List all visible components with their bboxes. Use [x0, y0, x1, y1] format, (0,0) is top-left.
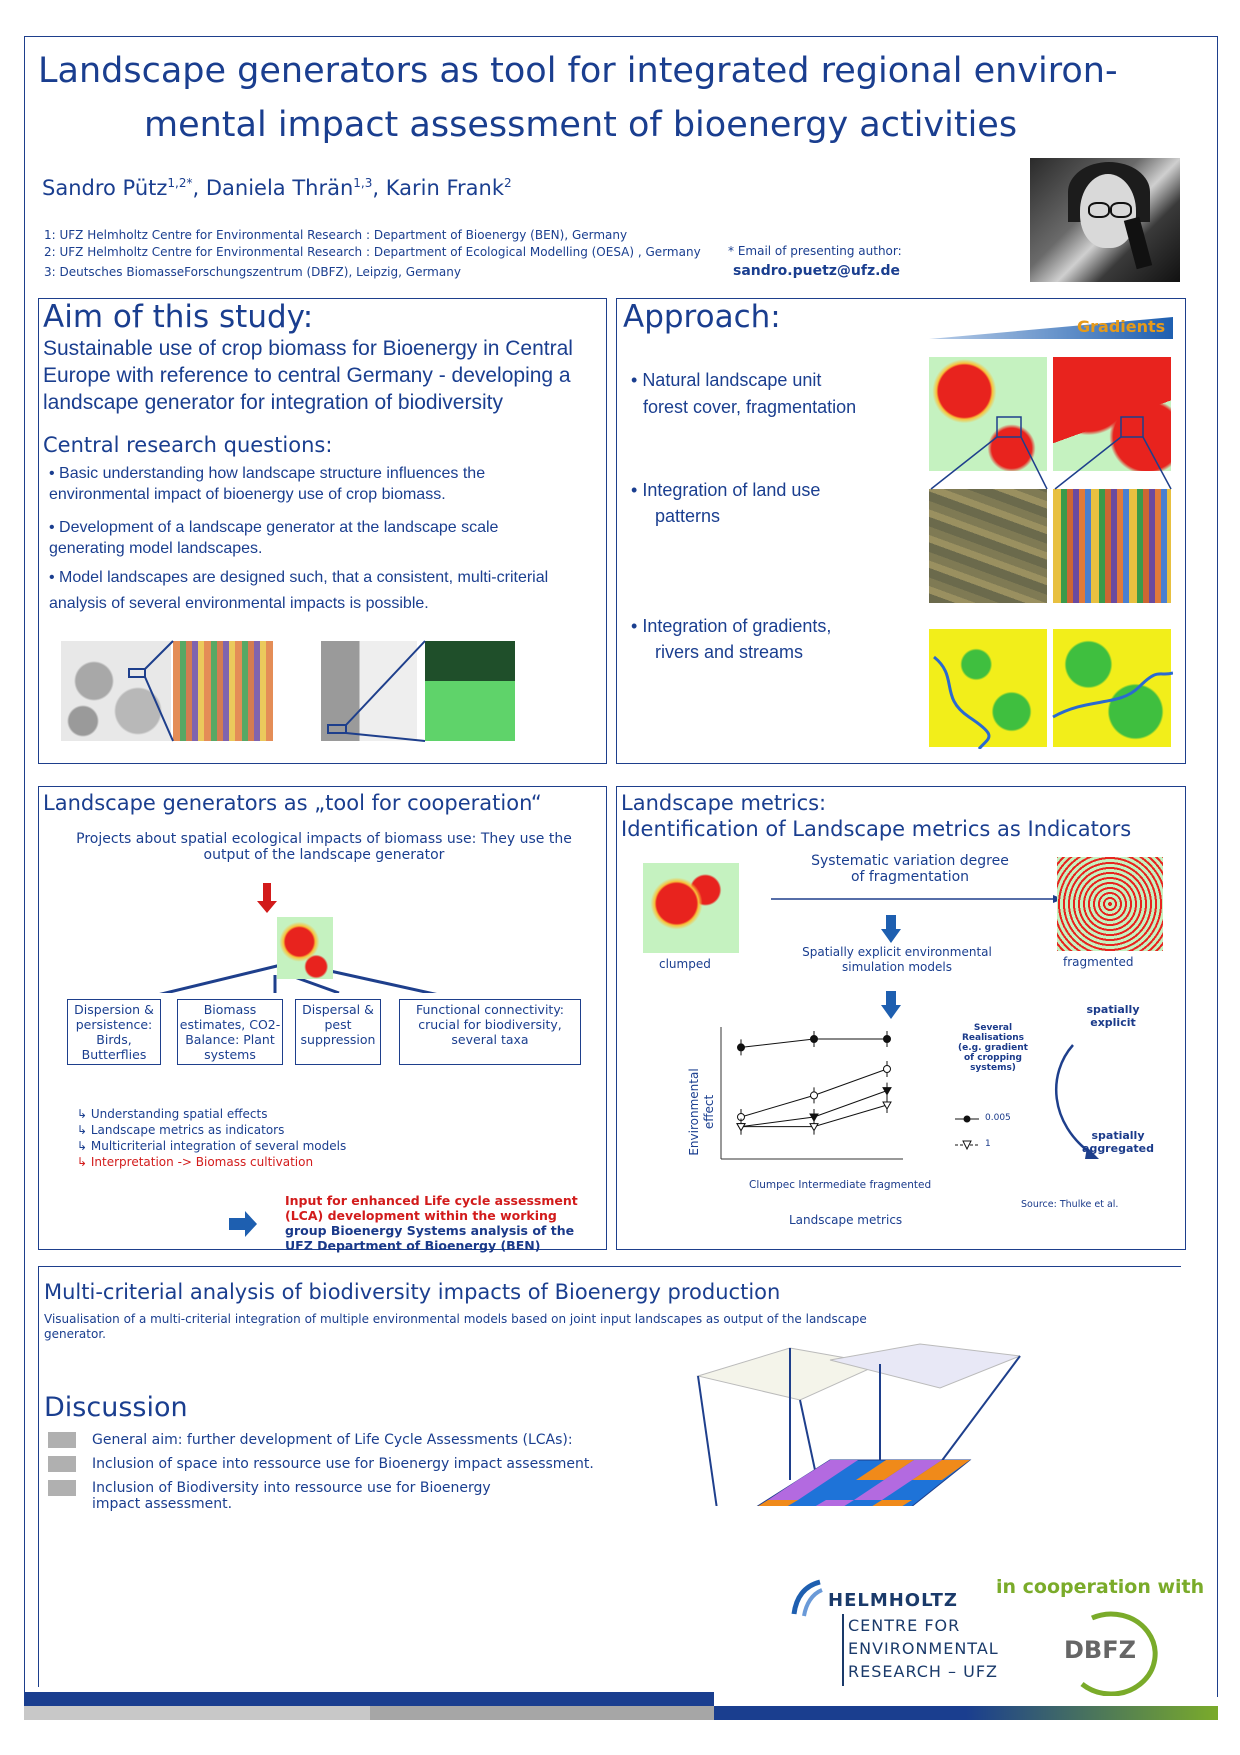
box-dispersion: Dispersion & persistence: Birds, Butterflies	[67, 999, 161, 1065]
box-dispersal: Dispersal & pest suppression	[295, 999, 381, 1065]
email-label: * Email of presenting author:	[728, 244, 902, 258]
cooperation-label: in cooperation with	[996, 1576, 1205, 1598]
coop-bullet-red-text: Interpretation -> Biomass cultivation	[90, 1155, 314, 1169]
approach-item-1-l1: Natural landscape unit	[642, 370, 822, 390]
question-3: • Model landscapes are designed such, that a consistent, multi-criterial analysis of several environmental impacts is possible.	[49, 569, 549, 612]
variation-text: Systematic variation degree of fragmentation	[811, 853, 1009, 885]
zoom-line-2	[145, 677, 173, 741]
coop-bullet-3: ↳ Multicriterial integration of several models	[77, 1139, 347, 1153]
data-point-1-1	[738, 1044, 745, 1051]
metrics-heading-2: Identification of Landscape metrics as Indicators	[621, 817, 1132, 841]
ufz-line-1: CENTRE FOR	[848, 1616, 961, 1635]
discussion-bullet-3	[48, 1480, 76, 1496]
clumped-label: clumped	[659, 957, 711, 971]
chart-down-arrow	[881, 991, 901, 1019]
ufz-line-3: RESEARCH – UFZ	[848, 1662, 999, 1681]
author-1: Sandro Pütz	[42, 176, 168, 200]
spatially-explicit-label: spatially explicit	[1086, 1003, 1140, 1029]
affiliation-1: 1: UFZ Helmholtz Centre for Environmental Research : Department of Bioenergy (BEN), Germany	[44, 228, 628, 242]
question-1-text: Basic understanding how landscape structure influences the environmental impact of bioenergy use of crop biomass.	[49, 465, 486, 503]
discussion-heading: Discussion	[44, 1392, 188, 1423]
legend-label-2: 1	[985, 1139, 991, 1149]
discussion-bullet-1	[48, 1432, 76, 1448]
spatially-aggregated-label: spatially aggregated	[1082, 1129, 1154, 1155]
author-2-sup: 1,3	[353, 176, 373, 190]
metrics-heading-1: Landscape metrics:	[621, 791, 827, 815]
helmholtz-name: HELMHOLTZ	[828, 1590, 958, 1611]
author-3-sup: 2	[504, 176, 512, 190]
arrow-to-box-1	[149, 965, 281, 993]
legend-markers	[953, 1113, 983, 1153]
approach-heading: Approach:	[623, 299, 781, 335]
blue-right-arrow-shape	[229, 1211, 257, 1237]
photo-glasses-left	[1088, 202, 1110, 218]
multi-text: Visualisation of a multi-criterial integration of multiple environmental models based on joint input landscapes as output of the landscape generator.	[44, 1312, 867, 1341]
coop-bullet-3-text: Multicriterial integration of several models	[90, 1139, 347, 1153]
question-3-text: Model landscapes are designed such, that a consistent, multi-criterial analysis of several environmental impacts is possible.	[49, 569, 549, 612]
river-line-1	[934, 657, 989, 749]
fragmented-label: fragmented	[1063, 955, 1134, 969]
approach-item-2: • Integration of land use	[631, 480, 821, 500]
approach-zoom-line-1	[931, 437, 997, 489]
aim-subtitle: Sustainable use of crop biomass for Bioenergy in Central Europe with reference to central Germany - developing a landscape generator for integration of biodiversity	[43, 337, 573, 414]
cooperation-intro: Projects about spatial ecological impacts of biomass use: They use the output of the landscape generator	[76, 831, 572, 863]
question-1: • Basic understanding how landscape structure influences the environmental impact of bioenergy use of crop biomass.	[49, 465, 486, 503]
discussion-bullet-2	[48, 1456, 76, 1472]
lca-input-red: Input for enhanced Life cycle assessment (LCA) development within the working	[285, 1193, 578, 1223]
chart-down-arrow-shape	[881, 991, 901, 1019]
bottom-bar-grey-2	[370, 1706, 714, 1720]
author-3: Karin Frank	[385, 176, 504, 200]
chart-series-group	[737, 1031, 891, 1135]
zoom-line-1	[145, 641, 173, 669]
discussion-item-1: General aim: further development of Life Cycle Assessments (LCAs):	[92, 1432, 573, 1448]
title-line-2: mental impact assessment of bioenergy activities	[144, 105, 1018, 145]
approach-item-1-l2: forest cover, fragmentation	[643, 397, 857, 417]
legend-marker-1	[964, 1116, 971, 1123]
generator-landscape-image	[277, 917, 333, 979]
ufz-line-2: ENVIRONMENTAL	[848, 1639, 999, 1658]
data-point-2-3	[884, 1066, 891, 1073]
zoom-line-4	[346, 733, 425, 741]
author-sep-2: ,	[372, 176, 386, 200]
poster-title	[38, 44, 1208, 152]
multi-heading: Multi-criterial analysis of biodiversity impacts of Bioenergy production	[44, 1280, 781, 1304]
photo-glasses-right	[1110, 202, 1132, 218]
discussion-item-2: Inclusion of space into ressource use for Bioenergy impact assessment.	[92, 1456, 594, 1472]
bottom-bar-grey-1	[24, 1706, 370, 1720]
approach-zoom-rect-2	[1121, 417, 1143, 437]
aim-box	[38, 298, 607, 764]
approach-zoom-line-2	[1021, 437, 1047, 489]
blue-right-arrow	[229, 1211, 259, 1237]
approach-zoom-line-3	[1055, 437, 1121, 489]
coop-bullet-red: ↳ Interpretation -> Biomass cultivation	[77, 1155, 314, 1169]
approach-zoom-lines	[929, 357, 1173, 749]
river-line-2	[1053, 673, 1173, 717]
bottom-bar-gradient	[714, 1706, 1218, 1720]
zoom-line-3	[346, 641, 425, 725]
clumped-image	[643, 863, 739, 953]
questions-heading: Central research questions:	[43, 433, 333, 457]
approach-zoom-rect-1	[997, 417, 1021, 437]
affiliation-3: 3: Deutsches BiomasseForschungszentrum (DBFZ), Leipzig, Germany	[44, 265, 461, 279]
question-2-text: Development of a landscape generator at the landscape scale generating model landscapes.	[49, 519, 499, 557]
approach-item-1: • Natural landscape unit	[631, 370, 822, 390]
variation-arrow	[767, 891, 1067, 907]
chart-category-labels: Clumpec Intermediate fragmented	[749, 1179, 932, 1191]
cooperation-box	[38, 786, 607, 1253]
email-link[interactable]: sandro.puetz@ufz.de	[733, 263, 900, 279]
data-point-1-3	[884, 1036, 891, 1043]
zoom-rect-2	[328, 725, 346, 733]
helmholtz-logo-icon	[790, 1578, 824, 1618]
lca-input-blue: group Bioenergy Systems analysis of the UFZ Department of Bioenergy (BEN)	[285, 1223, 575, 1253]
fragmented-image	[1057, 857, 1163, 951]
approach-box	[616, 298, 1186, 764]
approach-item-2-l2: patterns	[655, 506, 721, 526]
question-2: • Development of a landscape generator at the landscape scale generating model landscapes.	[49, 519, 499, 557]
chart-xlabel: Landscape metrics	[789, 1213, 903, 1227]
box-connectivity: Functional connectivity: crucial for biodiversity, several taxa	[399, 999, 581, 1065]
environmental-effect-chart	[697, 1023, 907, 1173]
zoom-lines	[39, 629, 606, 759]
bottom-bar-blue	[24, 1692, 714, 1706]
author-sep-1: ,	[192, 176, 206, 200]
coop-bullet-2-text: Landscape metrics as indicators	[90, 1123, 285, 1137]
zoom-rect-1	[129, 669, 145, 677]
coop-bullet-1-text: Understanding spatial effects	[90, 1107, 268, 1121]
realisations-note: Several Realisations (e.g. gradient of cropping systems)	[958, 1023, 1028, 1073]
data-point-2-2	[811, 1092, 818, 1099]
ufz-divider	[842, 1614, 844, 1686]
simulation-text: Spatially explicit environmental simulation models	[802, 945, 992, 974]
approach-item-2-l1: Integration of land use	[642, 480, 821, 500]
aim-heading: Aim of this study:	[43, 299, 314, 335]
author-photo	[1030, 158, 1180, 282]
approach-item-3: • Integration of gradients,	[631, 616, 832, 636]
gradients-label: Gradients	[1077, 317, 1166, 336]
affiliation-2: 2: UFZ Helmholtz Centre for Environmental Research : Department of Ecological Modelling (OESA) , Germany	[44, 245, 701, 259]
discussion-item-3: Inclusion of Biodiversity into ressource use for Bioenergy impact assessment.	[92, 1480, 491, 1512]
box-biomass: Biomass estimates, CO2-Balance: Plant systems	[177, 999, 283, 1065]
legend-marker-2	[963, 1141, 971, 1149]
dbfz-name: DBFZ	[1064, 1636, 1137, 1664]
cooperation-heading: Landscape generators as „tool for cooperation“	[43, 791, 542, 815]
source-label: Source: Thulke et al.	[1021, 1199, 1119, 1210]
helmholtz-arc-2	[804, 1590, 822, 1616]
lca-input-text	[285, 1193, 585, 1253]
metrics-box	[616, 786, 1186, 1250]
approach-zoom-line-4	[1143, 437, 1171, 489]
layer-sheet-2	[830, 1344, 1020, 1388]
coop-bullet-2: ↳ Landscape metrics as indicators	[77, 1123, 285, 1137]
legend-label-1: 0.005	[985, 1113, 1011, 1123]
ufz-name	[848, 1614, 999, 1683]
coop-bullet-1: ↳ Understanding spatial effects	[77, 1107, 268, 1121]
photo-phone	[1124, 217, 1152, 269]
author-2: Daniela Thrän	[205, 176, 354, 200]
simulation-down-arrow	[881, 915, 901, 943]
approach-item-3-l1: Integration of gradients,	[642, 616, 832, 636]
chart-ylabel: Environmental effect	[687, 1068, 716, 1156]
red-down-arrow	[257, 883, 277, 913]
simulation-down-arrow-shape	[881, 915, 901, 943]
authors	[42, 176, 512, 200]
author-1-sup: 1,2*	[167, 176, 193, 190]
title-line-1: Landscape generators as tool for integrated regional environ-	[38, 51, 1118, 91]
data-point-1-2	[811, 1036, 818, 1043]
approach-item-3-l2: rivers and streams	[655, 642, 804, 662]
